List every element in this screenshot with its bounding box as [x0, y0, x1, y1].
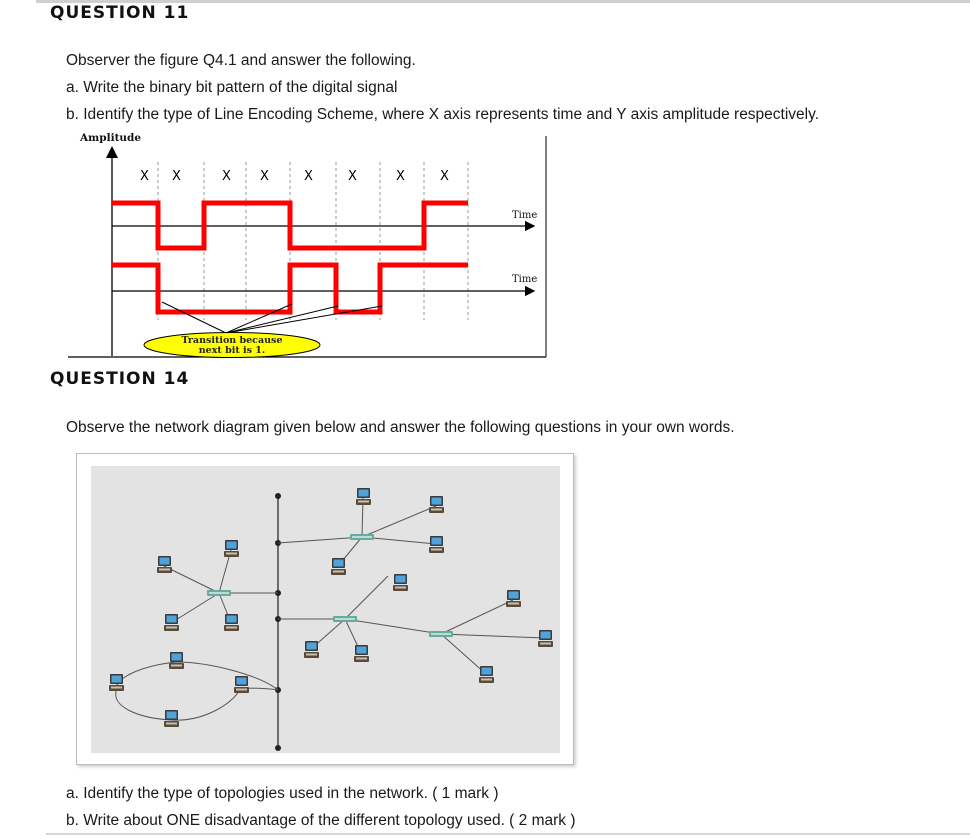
bit-mark: X [396, 169, 405, 184]
network-diagram-frame [76, 453, 574, 765]
q14-intro: Observe the network diagram given below and answer the following questions in your own words. [66, 419, 735, 436]
line-encoding-figure [66, 128, 556, 360]
bit-mark: X [348, 169, 357, 184]
bottom-divider [46, 833, 970, 835]
amplitude-label: Amplitude [80, 132, 142, 144]
bit-mark: X [172, 169, 181, 184]
q11-part-b: b. Identify the type of Line Encoding Scheme, where X axis represents time and Y axis amplitude respectively. [66, 106, 820, 123]
transition-callout-line2: next bit is 1. [198, 345, 266, 356]
q11-part-a: a. Write the binary bit pattern of the digital signal [66, 79, 398, 96]
q14-part-b: b. Write about ONE disadvantage of the different topology used. ( 2 mark ) [66, 812, 576, 829]
bit-mark: X [304, 169, 313, 184]
bit-mark: X [260, 169, 269, 184]
diagram-background [91, 466, 560, 753]
network-diagram [91, 466, 560, 753]
bit-mark: X [140, 169, 149, 184]
amplitude-arrow-icon [106, 146, 118, 158]
bit-mark: X [440, 169, 449, 184]
q11-intro: Observer the figure Q4.1 and answer the following. [66, 52, 416, 69]
time-label-top: Time [512, 210, 538, 221]
question-11-heading: QUESTION 11 [50, 3, 190, 23]
transition-callout-line1: Transition because [181, 335, 283, 346]
time-label-bottom: Time [512, 274, 538, 285]
question-14-heading: QUESTION 14 [50, 369, 190, 389]
bit-mark: X [222, 169, 231, 184]
transition-pointers [162, 302, 382, 333]
q14-part-a: a. Identify the type of topologies used in the network. ( 1 mark ) [66, 785, 499, 802]
